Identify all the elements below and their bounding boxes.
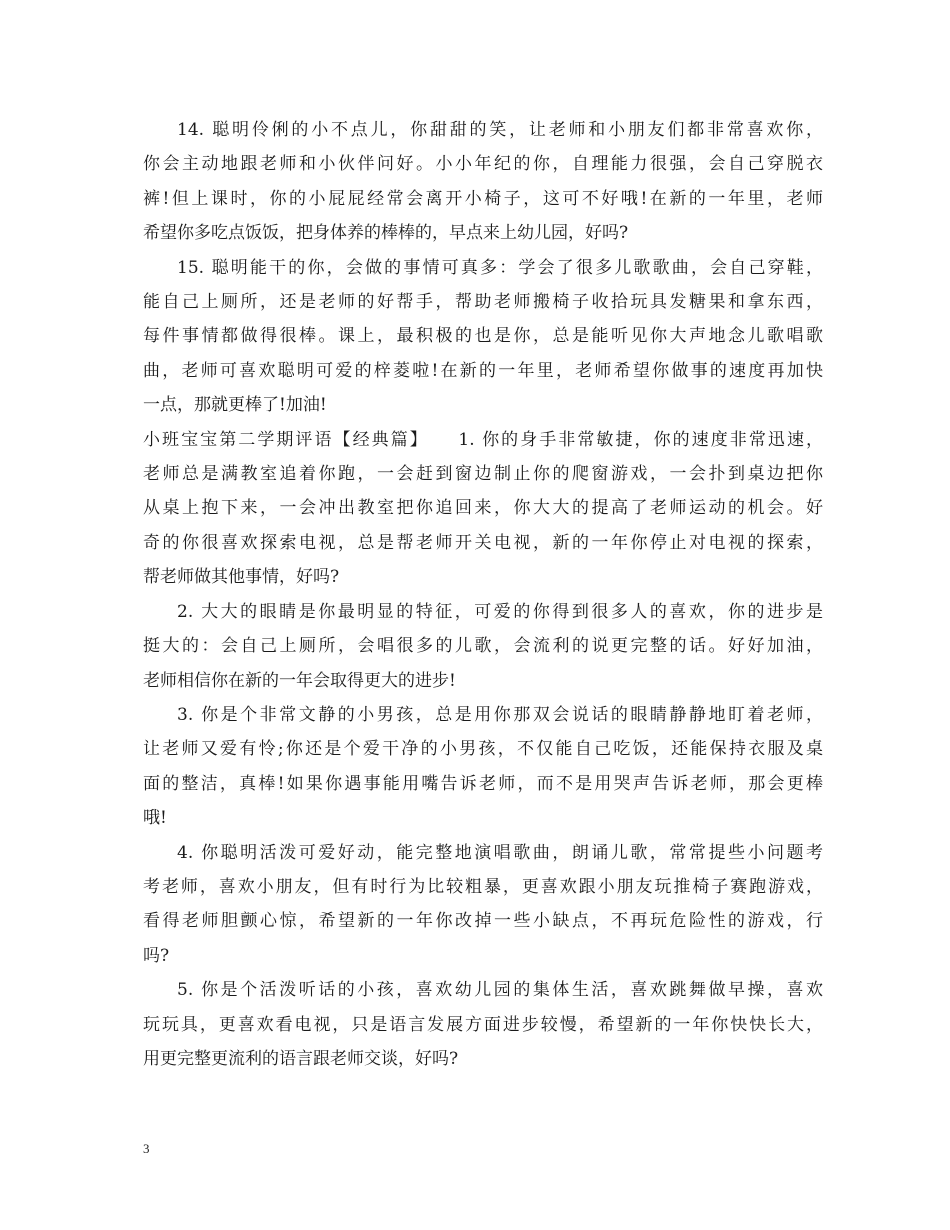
paragraph-line: 看得老师胆颤心惊，希望新的一年你改掉一些小缺点，不再玩危险性的游戏，行 — [143, 911, 823, 932]
paragraph-line: 曲，老师可喜欢聪明可爱的梓菱啦!在新的一年里，老师希望你做事的速度再加快 — [143, 360, 823, 381]
paragraph-line: 吗? — [143, 945, 170, 966]
paragraph — [143, 251, 823, 423]
paragraph-line: 每件事情都做得很棒。课上，最积极的也是你，总是能听见你大声地念儿歌唱歌 — [143, 326, 823, 347]
paragraph-line: 15. 聪明能干的你，会做的事情可真多：学会了很多儿歌歌曲，会自己穿鞋， — [177, 257, 823, 278]
paragraph-line: 从桌上抱下来，一会冲出教室把你追回来，你大大的提高了老师运动的机会。好 — [143, 498, 823, 519]
paragraph — [143, 113, 823, 251]
paragraph-line: 让老师又爱有怜;你还是个爱干净的小男孩，不仅能自己吃饭，还能保持衣服及桌 — [143, 739, 823, 760]
paragraph — [143, 423, 823, 595]
paragraph — [143, 595, 823, 698]
paragraph-line: 老师相信你在新的一年会取得更大的进步! — [143, 670, 456, 691]
paragraph-line: 4. 你聪明活泼可爱好动，能完整地演唱歌曲，朗诵儿歌，常常提些小问题考 — [177, 842, 823, 863]
paragraph-line: 用更完整更流利的语言跟老师交谈，好吗? — [143, 1048, 459, 1069]
paragraph-line: 5. 你是个活泼听话的小孩，喜欢幼儿园的集体生活，喜欢跳舞做早操，喜欢 — [177, 980, 823, 1001]
paragraph — [143, 698, 823, 836]
paragraph-line: 2. 大大的眼睛是你最明显的特征，可爱的你得到很多人的喜欢，你的进步是 — [177, 601, 823, 622]
document-body — [143, 113, 823, 1076]
paragraph-line: 玩玩具，更喜欢看电视，只是语言发展方面进步较慢，希望新的一年你快快长大， — [143, 1014, 823, 1035]
paragraph-line: 帮老师做其他事情，好吗? — [143, 567, 340, 588]
paragraph — [143, 973, 823, 1076]
paragraph-line: 一点，那就更棒了!加油! — [143, 395, 327, 416]
paragraph-line: 希望你多吃点饭饭，把身体养的棒棒的，早点来上幼儿园，好吗? — [143, 223, 629, 244]
paragraph-line: 你会主动地跟老师和小伙伴问好。小小年纪的你，自理能力很强，会自己穿脱衣 — [143, 154, 823, 175]
paragraph-line: 老师总是满教室追着你跑，一会赶到窗边制止你的爬窗游戏，一会扑到桌边把你 — [143, 464, 823, 485]
page-number: 3 — [143, 1141, 150, 1156]
paragraph-line: 哦! — [143, 808, 167, 829]
paragraph-line: 考老师，喜欢小朋友，但有时行为比较粗暴，更喜欢跟小朋友玩推椅子赛跑游戏， — [143, 876, 823, 897]
paragraph-line: 面的整洁，真棒!如果你遇事能用嘴告诉老师，而不是用哭声告诉老师，那会更棒 — [143, 773, 823, 794]
paragraph — [143, 836, 823, 974]
paragraph-line: 能自己上厕所，还是老师的好帮手，帮助老师搬椅子收拾玩具发糖果和拿东西， — [143, 292, 823, 313]
paragraph-line: 挺大的：会自己上厕所，会唱很多的儿歌，会流利的说更完整的话。好好加油， — [143, 636, 823, 657]
paragraph-line: 奇的你很喜欢探索电视，总是帮老师开关电视，新的一年你停止对电视的探索， — [143, 532, 823, 553]
paragraph-line: 裤!但上课时，你的小屁屁经常会离开小椅子，这可不好哦!在新的一年里，老师 — [143, 188, 823, 209]
paragraph-line: 小班宝宝第二学期评语【经典篇】 1. 你的身手非常敏捷，你的速度非常迅速， — [143, 429, 823, 450]
paragraph-line: 3. 你是个非常文静的小男孩，总是用你那双会说话的眼睛静静地盯着老师， — [177, 704, 823, 725]
paragraph-line: 14. 聪明伶俐的小不点儿，你甜甜的笑，让老师和小朋友们都非常喜欢你， — [177, 120, 823, 140]
